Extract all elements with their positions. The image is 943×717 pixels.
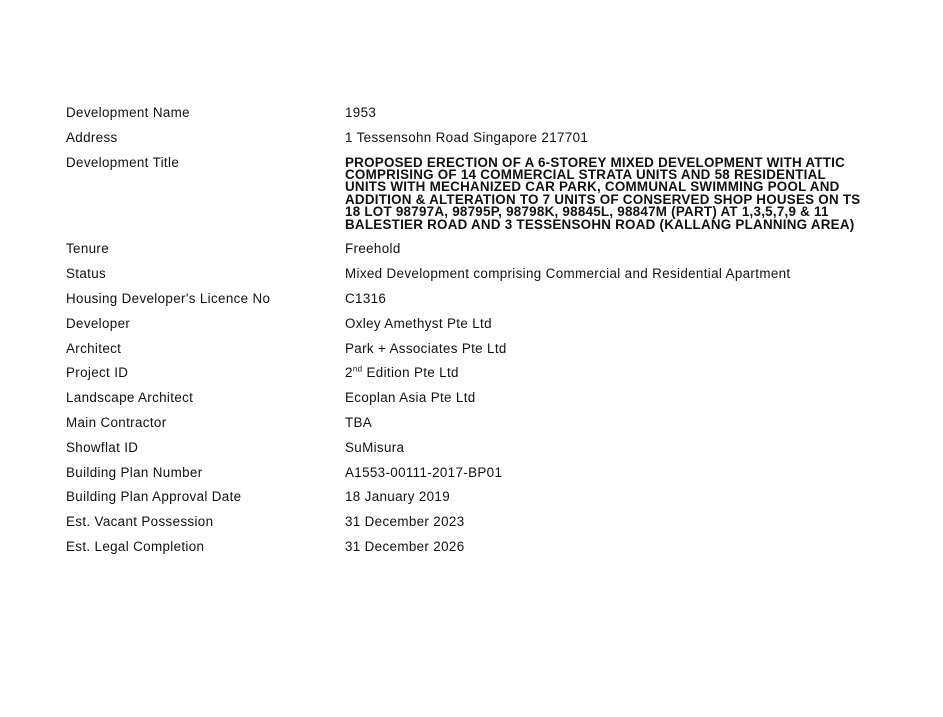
value-building-plan-approval-date: 18 January 2019 [345,489,451,505]
label-building-plan-approval-date: Building Plan Approval Date [66,489,242,505]
label-landscape-architect: Landscape Architect [66,390,194,406]
row-development-name [66,107,886,119]
label-status: Status [66,266,107,282]
value-architect: Park + Associates Pte Ltd [345,340,507,356]
row-landscape-architect [66,392,886,404]
value-developer: Oxley Amethyst Pte Ltd [345,315,492,331]
value-address: 1 Tessensohn Road Singapore 217701 [345,129,589,145]
row-building-plan-number [66,464,886,480]
value-status: Mixed Development comprising Commercial and Residential Apartment [345,266,791,282]
label-est-vacant-possession: Est. Vacant Possession [66,514,214,530]
label-address: Address [66,129,118,145]
development-details-table [66,107,886,566]
row-project-id [66,364,886,381]
label-development-name: Development Name [66,105,190,120]
value-development-title: PROPOSED ERECTION OF A 6-STOREY MIXED DEVELOPMENT WITH ATTIC COMPRISING OF 14 COMMERCIAL STRATA UNITS AND 58 RESIDENTIAL UNITS WITH MECHANIZED CAR PARK, COMMUNAL SWIMMING POOL AND ADDITION & ALTERATION TO 7 UNITS OF CONSERVED SHOP HOUSES ON TS 18 LOT 98797A, 98795P, 98798K, 98845L, 98847M (PART) AT 1,3,5,7,9 & 11 BALESTIER ROAD AND 3 TESSENSOHN ROAD (KALLANG PLANNING AREA) [345,154,861,232]
value-landscape-architect: Ecoplan Asia Pte Ltd [345,390,476,406]
row-building-plan-approval-date [66,491,886,503]
row-housing-developer-licence [66,293,886,305]
value-development-name: 1953 [345,105,377,120]
label-tenure: Tenure [66,241,110,257]
value-main-contractor: TBA [345,415,373,430]
label-developer: Developer [66,315,131,331]
label-architect: Architect [66,340,122,356]
value-building-plan-number: A1553-00111-2017-BP01 [345,464,503,480]
row-tenure [66,243,886,255]
value-est-legal-completion: 31 December 2026 [345,538,465,554]
label-development-title: Development Title [66,154,180,170]
value-housing-developer-licence: C1316 [345,291,387,307]
value-est-vacant-possession: 31 December 2023 [345,514,465,530]
label-est-legal-completion: Est. Legal Completion [66,538,205,554]
row-address [66,129,886,145]
value-showflat-id: SuMisura [345,439,405,455]
value-project-id-number: 2 [345,365,353,381]
value-project-id [345,364,886,381]
row-status [66,268,886,280]
label-building-plan-number: Building Plan Number [66,464,203,480]
label-showflat-id: Showflat ID [66,439,139,455]
row-main-contractor [66,417,886,429]
row-showflat-id [66,439,886,455]
row-est-vacant-possession [66,516,886,528]
value-project-id-ordinal: nd [352,364,363,374]
label-project-id: Project ID [66,365,129,381]
label-housing-developer-licence: Housing Developer's Licence No [66,291,271,307]
value-tenure: Freehold [345,241,401,257]
row-developer [66,315,886,331]
row-development-title [66,154,886,232]
row-est-legal-completion [66,538,886,554]
row-architect [66,340,886,356]
value-project-id-suffix: Edition Pte Ltd [362,365,459,381]
label-main-contractor: Main Contractor [66,415,167,430]
